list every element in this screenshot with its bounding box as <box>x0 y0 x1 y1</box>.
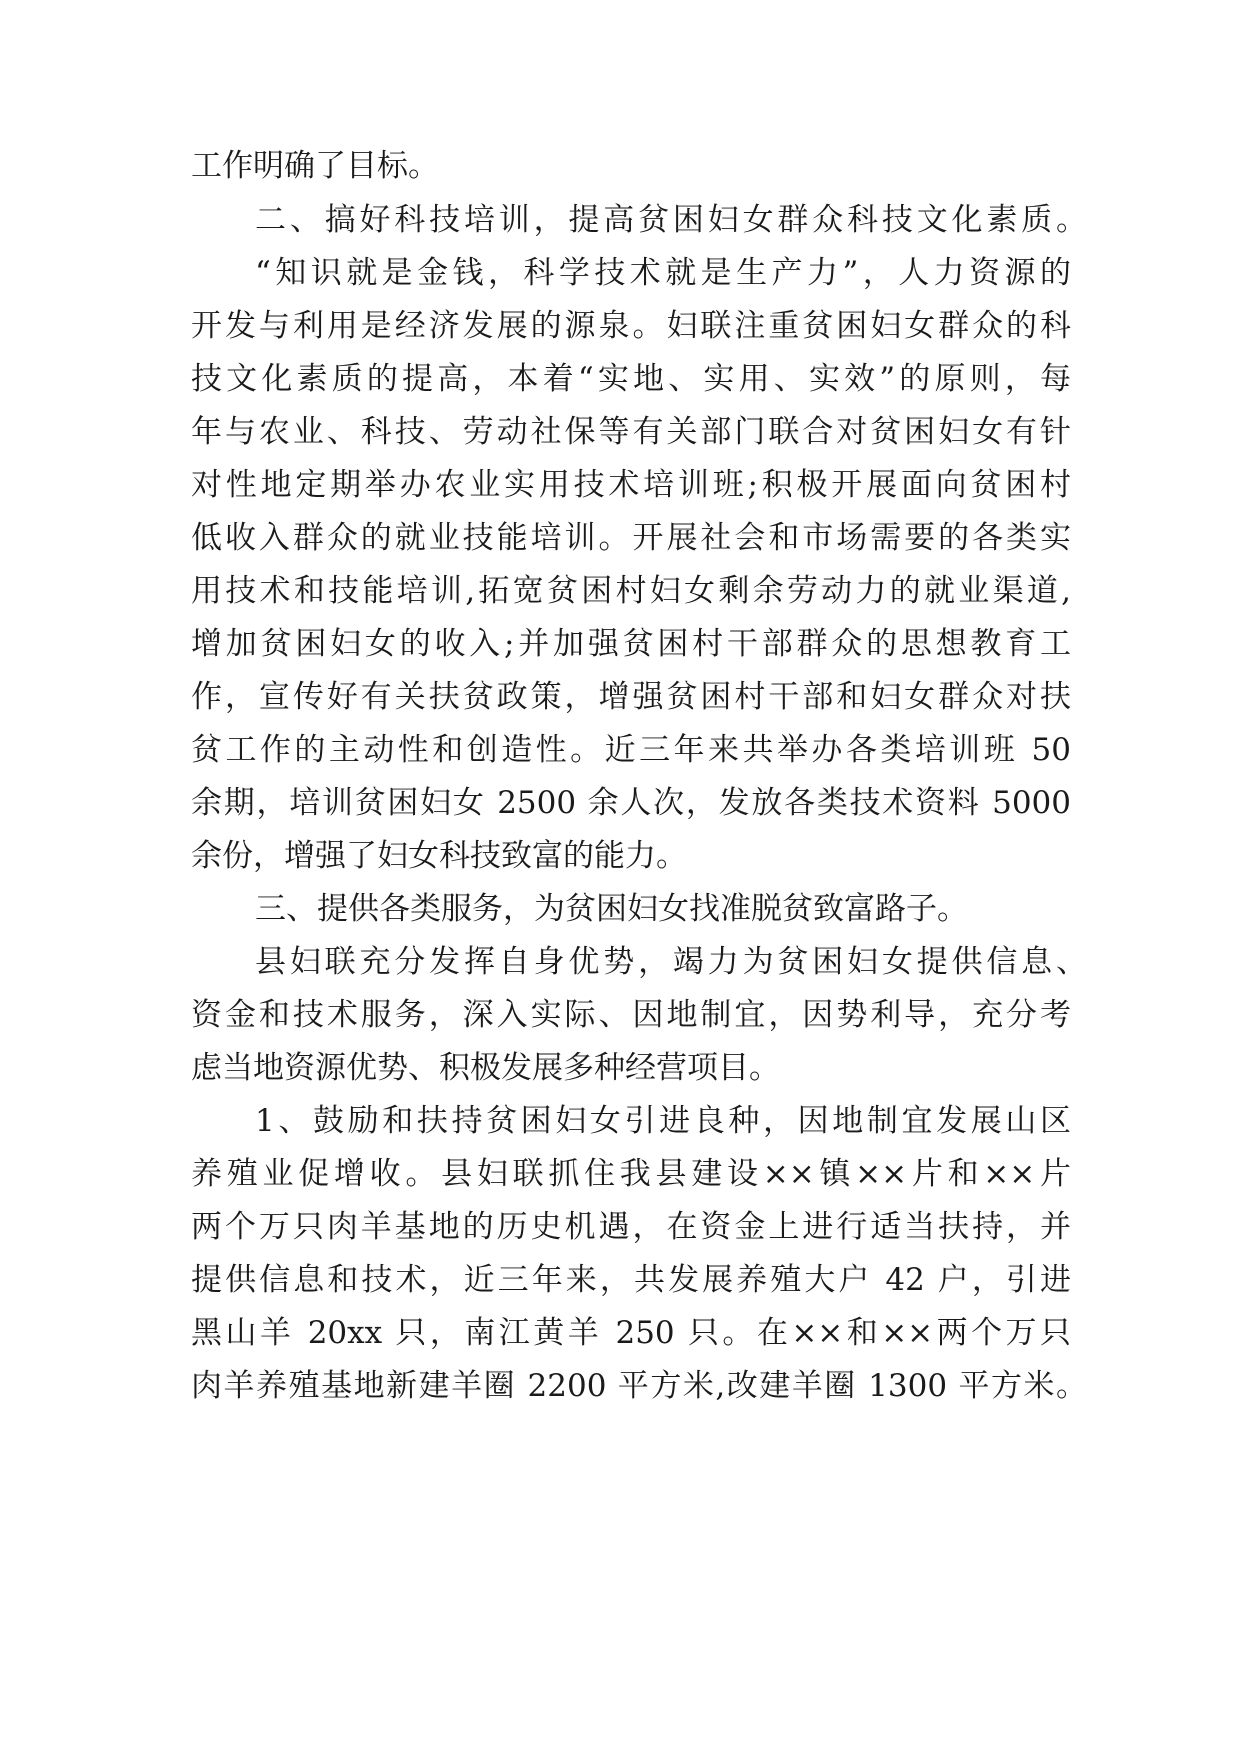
text-line: 增加贫困妇女的收入;并加强贫困村干部群众的思想教育工 <box>191 626 1071 662</box>
text-line: 1、鼓励和扶持贫困妇女引进良种，因地制宜发展山区 <box>255 1103 1071 1139</box>
text-line: 开发与利用是经济发展的源泉。妇联注重贫困妇女群众的科 <box>191 308 1071 344</box>
text-line: 两个万只肉羊基地的历史机遇，在资金上进行适当扶持，并 <box>191 1209 1071 1245</box>
text-line: 余期，培训贫困妇女 2500 余人次，发放各类技术资料 5000 <box>191 785 1071 821</box>
text-line: 对性地定期举办农业实用技术培训班;积极开展面向贫困村 <box>191 467 1071 503</box>
text-line: 技文化素质的提高，本着“实地、实用、实效”的原则，每 <box>191 361 1071 397</box>
section-heading: 三、提供各类服务，为贫困妇女找准脱贫致富路子。 <box>255 891 968 927</box>
text-line: 虑当地资源优势、积极发展多种经营项目。 <box>191 1050 780 1086</box>
text-line: 资金和技术服务，深入实际、因地制宜，因势利导，充分考 <box>191 997 1071 1033</box>
text-line: 工作明确了目标。 <box>191 148 439 184</box>
section-heading: 二、搞好科技培训，提高贫困妇女群众科技文化素质。 <box>255 202 1087 238</box>
text-line: 贫工作的主动性和创造性。近三年来共举办各类培训班 50 <box>191 732 1071 768</box>
text-line: 县妇联充分发挥自身优势，竭力为贫困妇女提供信息、 <box>255 944 1087 980</box>
text-line: 年与农业、科技、劳动社保等有关部门联合对贫困妇女有针 <box>191 414 1071 450</box>
text-line: 养殖业促增收。县妇联抓住我县建设××镇××片和××片 <box>191 1156 1071 1192</box>
text-line: 低收入群众的就业技能培训。开展社会和市场需要的各类实 <box>191 520 1071 556</box>
text-line: “知识就是金钱，科学技术就是生产力”，人力资源的 <box>255 255 1071 291</box>
text-line: 作，宣传好有关扶贫政策，增强贫困村干部和妇女群众对扶 <box>191 679 1071 715</box>
text-line: 余份，增强了妇女科技致富的能力。 <box>191 838 687 874</box>
text-line: 提供信息和技术，近三年来，共发展养殖大户 42 户，引进 <box>191 1262 1071 1298</box>
text-line: 黑山羊 20xx 只，南江黄羊 250 只。在××和××两个万只 <box>191 1315 1071 1351</box>
text-line: 肉羊养殖基地新建羊圈 2200 平方米,改建羊圈 1300 平方米。 <box>191 1368 1087 1404</box>
text-line: 用技术和技能培训,拓宽贫困村妇女剩余劳动力的就业渠道, <box>191 573 1071 609</box>
